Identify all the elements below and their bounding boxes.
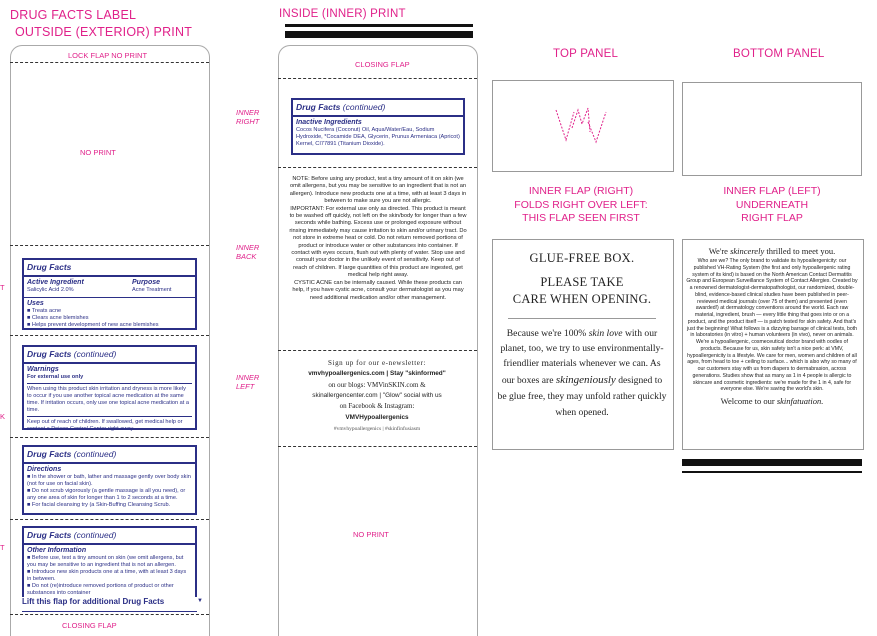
signup-line: on our blogs: VMVinSKIN.com & bbox=[328, 380, 426, 389]
important-text: IMPORTANT: For external use only as directed. This product is meant to be washed off quickly, not left on the skin/body for longer than a few seconds while bathing. Excess use or prolonged exposure without rinsing immediately may cause irritation to skin and/or urinary tract. Do not store in extreme heat or cold. Do not return removed portions of product or introduce water or other substances into container. If contact with eyes occurs, flush out with plenty of water. Stop use and consult your doctor in the unlikely event of sensitivity. Keep out of reach of children. If large quantities of this product are ingested, get medical help right away. bbox=[289, 205, 467, 279]
inactive-ingredients-text: Cocos Nucifera (Coconut) Oil, Aqua/Water/Eau, Sodium Hydroxide, *Cocamide DEA, Glycerin, Prunus Armeniaca (Apricot) Kernel, CI77891 (Titanium Dioxide). bbox=[296, 127, 460, 148]
skincerely-text: skincerely bbox=[730, 246, 765, 256]
warnings-label: Warnings bbox=[27, 365, 59, 373]
signup-line: Sign up for our e-newsletter: bbox=[328, 359, 426, 367]
outside-closing-flap: CLOSING FLAP bbox=[62, 621, 117, 630]
signup-line: vmvhypoallergenics.com | Stay "skinformed" bbox=[308, 370, 446, 378]
inside-print-title: INSIDE (INNER) PRINT bbox=[279, 8, 406, 20]
drug-facts-warnings-box bbox=[22, 345, 197, 433]
inner-back-note bbox=[289, 176, 467, 302]
inner-flap-right-content bbox=[497, 251, 667, 420]
greeting-text: thrilled to meet you. bbox=[764, 246, 836, 256]
fold-line bbox=[10, 62, 209, 63]
skin-love-text: skin love bbox=[588, 327, 623, 339]
edge-letter: K bbox=[0, 412, 6, 421]
welcome bbox=[686, 396, 858, 406]
purpose-label: Purpose bbox=[132, 278, 161, 286]
drug-facts-directions-box bbox=[22, 445, 197, 515]
other-information-label: Other Information bbox=[27, 546, 87, 554]
edge-letter: T bbox=[0, 283, 5, 292]
continued-label: (continued) bbox=[73, 530, 117, 540]
fold-line bbox=[278, 446, 477, 447]
fold-line bbox=[278, 167, 477, 168]
body-text: with our planet, too, we try to use environmentally-friendlier materials whenever we can. As our boxes are bbox=[500, 327, 664, 386]
inner-right-label: INNER RIGHT bbox=[236, 108, 260, 126]
continued-label: (continued) bbox=[342, 102, 386, 112]
uses-item: ■ Helps prevent development of new acne blemishes bbox=[27, 322, 159, 329]
top-panel-title: TOP PANEL bbox=[553, 48, 619, 60]
lift-flap-note[interactable] bbox=[22, 597, 203, 611]
cystic-acne-text: CYSTIC ACNE can be internally caused. While these products can help, if you have cystic acne, consult your dermatologist as you may need additional medication and/or other management. bbox=[292, 279, 464, 301]
drug-facts-title: Drug Facts bbox=[296, 102, 341, 112]
purpose-value: Acne Treatment bbox=[132, 286, 172, 293]
outside-no-print: NO PRINT bbox=[80, 148, 116, 157]
greeting-text: We're bbox=[708, 246, 731, 256]
continued-label: (continued) bbox=[73, 349, 117, 359]
uses-label: Uses bbox=[27, 299, 44, 307]
drug-facts-label-title: DRUG FACTS LABEL bbox=[10, 8, 137, 22]
other-item: ■ Do not (re)introduce removed portions of product or other substances into container bbox=[27, 583, 174, 597]
greeting bbox=[686, 246, 858, 256]
other-item: ■ Before use, test a tiny amount on skin (we omit allergens, but you may be sensitive to an ingredient that is not an allergen. bbox=[27, 555, 184, 569]
other-item: ■ Introduce new skin products one at a time, with at least 3 days in between. bbox=[27, 569, 187, 583]
inner-flap-left-heading: INNER FLAP (LEFT) UNDERNEATH RIGHT FLAP bbox=[723, 185, 821, 225]
fold-line bbox=[278, 350, 477, 351]
signup-line: on Facebook & Instagram: bbox=[339, 402, 415, 411]
inner-flap-left-content bbox=[686, 246, 858, 406]
fold-line bbox=[10, 519, 209, 520]
signup-block bbox=[288, 358, 466, 434]
external-use: For external use only bbox=[27, 374, 192, 384]
inner-back-label: INNER BACK bbox=[236, 243, 260, 261]
outside-print-title: OUTSIDE (EXTERIOR) PRINT bbox=[15, 25, 193, 39]
active-ingredient-value: Salicylic Acid 2.0% bbox=[27, 287, 74, 294]
continued-label: (continued) bbox=[73, 449, 117, 459]
directions-item: ■ For facial cleansing try (a Skin-Buffing Cleansing Scrub. bbox=[27, 502, 171, 509]
welcome-text: Welcome to our bbox=[720, 396, 777, 406]
body-text: Because we're 100% bbox=[506, 327, 589, 339]
black-bar bbox=[682, 459, 862, 466]
inactive-ingredients-label: Inactive Ingredients bbox=[296, 118, 362, 126]
glue-free-heading: GLUE-FREE BOX. bbox=[529, 251, 635, 265]
active-ingredient-label: Active Ingredient bbox=[27, 278, 84, 286]
glue-free-body bbox=[497, 326, 667, 420]
bottom-panel-title: BOTTOM PANEL bbox=[733, 48, 825, 60]
drug-facts-title: Drug Facts bbox=[27, 262, 72, 272]
lock-flap-label: LOCK FLAP NO PRINT bbox=[68, 51, 148, 60]
inner-flap-right-heading: INNER FLAP (RIGHT) FOLDS RIGHT OVER LEFT: THIS FLAP SEEN FIRST bbox=[514, 185, 648, 225]
drug-facts-title: Drug Facts bbox=[27, 349, 72, 359]
black-bar bbox=[285, 31, 473, 38]
drug-facts-title: Drug Facts bbox=[27, 530, 72, 540]
vmv-logo-outline bbox=[550, 102, 610, 152]
keep-out-text: Keep out of reach of children. If swallowed, get medical help or contact a Poison Control Center right away. bbox=[27, 419, 183, 433]
fold-line bbox=[10, 245, 209, 246]
skingeniously-text: skingeniously bbox=[555, 373, 616, 386]
drug-facts-title: Drug Facts bbox=[27, 449, 72, 459]
note-text: NOTE: Before using any product, test a tiny amount of it on skin (we omit allergens, but you may be sensitive to an ingredient that is not an allergen). Introduce new products one at a time, with at least 3 days in between to make sure you are not allergic. bbox=[289, 176, 467, 205]
uses-item: ■ Clears acne blemishes bbox=[27, 315, 89, 322]
inactive-ingredients-box bbox=[291, 98, 465, 155]
uses-item: ■ Treats acne bbox=[27, 308, 62, 315]
directions-label: Directions bbox=[27, 465, 62, 473]
signup-line: skinallergencenter.com | "Glow" social with us bbox=[312, 392, 442, 400]
inside-no-print: NO PRINT bbox=[353, 530, 389, 539]
inside-closing-flap: CLOSING FLAP bbox=[355, 60, 410, 69]
inner-left-label: INNER LEFT bbox=[236, 373, 260, 391]
directions-item: ■ Do not scrub vigorously (a gentle massage is all you need), or any one area of skin for longer than 1 to 2 seconds at a time. bbox=[27, 488, 186, 502]
drug-facts-main-box bbox=[22, 258, 197, 330]
skinfatuation-text: skinfatuation. bbox=[776, 396, 824, 406]
fold-line bbox=[10, 614, 209, 615]
edge-letter: T bbox=[0, 543, 5, 552]
fold-line bbox=[278, 78, 477, 79]
please-take-care: PLEASE TAKE CARE WHEN OPENING. bbox=[512, 275, 652, 306]
lift-flap-text: Lift this flap for additional Drug Facts bbox=[22, 597, 165, 606]
who-are-we-text: Who are we? The only brand to validate its hypoallergenicity: our published VH-Rating System (the first and only hypoallergenic rating system of its kind) is based on the North American Contact Dermatitis Group and European Surveillance System of Contact Allergies. Created by a renowned dermatologist-dermatopathologist, our randomized, double-blind, evidence-based clinical studies have been published in peer-reviewed medical journals (over 75 of them) and presented (even awarded!) at dermatology conventions around the world. Each raw material, ingredient, brush — every little thing that goes into or on a product, and the product itself — is patch tested for skin safety. And that's just the beginning! What follows is a dizzying barrage of clinical tests, both in laboratories (in vitro) + human volunteers (in vivo), never on animals. We're a hypoallergenic, cosmeceutical doctor brand with oodles of products. Because for us, skin safety isn't a nice perk: at VMV, hypoallergenicity is a lifestyle. We care for men, women and children of all ages, from head to toe + ceiling to surface... which is also why so many of our customers stay with us from diapers to dermabrasion, across generations. Studies show that as many as 1 in 4 people is allergic to skincare and cosmetic ingredients: we're made for the 1 in 4, safe for everyone else. We're saving the world's skin. bbox=[686, 258, 858, 393]
warnings-text: When using this product skin irritation and dryness is more likely to occur if you use another topical acne medication at the same time. If irritation occurs, only use one topical acne medication at a time. bbox=[27, 386, 192, 417]
fold-line bbox=[10, 335, 209, 336]
bottom-panel bbox=[682, 82, 862, 176]
arrow-down-icon: ▼ bbox=[197, 598, 203, 604]
body-text: designed to be glue free, they may unfold rather quickly when opened. bbox=[497, 374, 667, 418]
signup-line: VMVHypoallergenics bbox=[345, 413, 409, 421]
black-bar bbox=[682, 471, 862, 473]
hashtags: #vmvhypoallergenics | #skinfinfusiasm bbox=[333, 426, 421, 433]
black-bar bbox=[285, 24, 473, 27]
fold-line bbox=[10, 437, 209, 438]
directions-item: ■ In the shower or bath, lather and massage gently over body skin (not for use on facial skin). bbox=[27, 474, 191, 488]
